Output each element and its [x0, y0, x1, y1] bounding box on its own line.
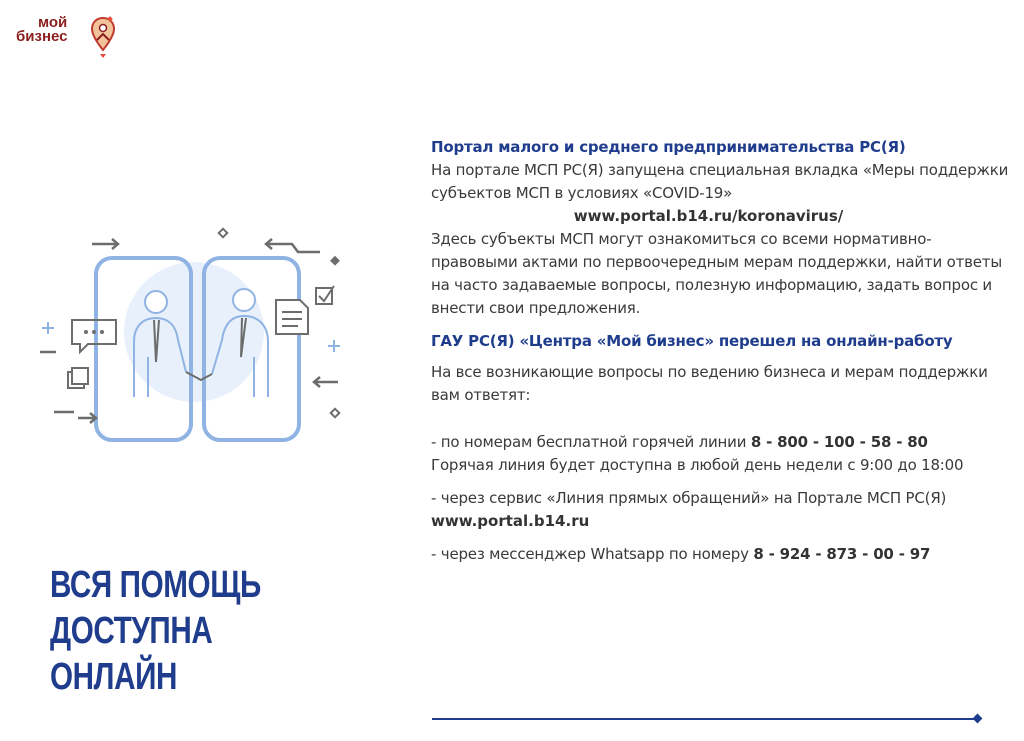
background-circle — [124, 262, 264, 402]
logo-text — [16, 16, 68, 44]
gau-intro: На все возникающие вопросы по ведению бизнеса и мерам поддержки вам ответят: — [431, 363, 988, 404]
gau-title: ГАУ РС(Я) «Центра «Мой бизнес» перешел на онлайн-работу — [431, 332, 953, 350]
hotline-phone[interactable]: 8 - 800 - 100 - 58 - 80 — [750, 433, 928, 451]
logo-line-1: мой — [38, 14, 68, 31]
arrow-left-icon — [314, 377, 338, 387]
location-pin-icon — [90, 16, 116, 60]
headline-line-2: ДОСТУПНА — [50, 610, 213, 652]
whatsapp-prefix: - через мессенджер Whatsapp по номеру — [431, 545, 754, 563]
checkbox-icon — [316, 286, 334, 304]
headline-line-3: ОНЛАЙН — [50, 656, 178, 698]
portal-link-item — [431, 510, 1016, 533]
footer-divider — [432, 718, 976, 720]
portal-text-2: Здесь субъекты МСП могут ознакомиться со всеми нормативно-правовыми актами по первоочередным мерам поддержки, найти ответы на часто задаваемые вопросы, полезную информацию, задать вопрос и внести свои предложения. — [431, 230, 1002, 317]
arrow-right-icon — [92, 239, 118, 249]
info-content — [431, 136, 1016, 566]
portal-link[interactable]: www.portal.b14.ru — [431, 512, 590, 530]
online-handshake-illustration — [36, 222, 356, 447]
portal-text-1: На портале МСП РС(Я) запущена специальная вкладка «Меры поддержки субъектов МСП в условиях «COVID-19» — [431, 161, 1009, 202]
page-headline — [50, 562, 261, 700]
logo-line-2: бизнес — [16, 28, 68, 45]
whatsapp-phone[interactable]: 8 - 924 - 873 - 00 - 97 — [753, 545, 931, 563]
portal-title: Портал малого и среднего предпринимательства РС(Я) — [431, 138, 906, 156]
copy-icon — [68, 368, 88, 388]
whatsapp-item — [431, 543, 1016, 566]
hotline-prefix: - по номерам бесплатной горячей линии — [431, 433, 751, 451]
headline-line-1: ВСЯ ПОМОЩЬ — [50, 564, 261, 606]
footer-diamond-icon — [973, 714, 983, 724]
moy-biznes-logo — [16, 16, 126, 64]
direct-line-item: - через сервис «Линия прямых обращений» на Портале МСП РС(Я) — [431, 489, 947, 507]
portal-covid-link[interactable]: www.portal.b14.ru/koronavirus/ — [573, 207, 844, 225]
arrow-left-icon — [266, 239, 320, 252]
document-icon — [272, 294, 308, 334]
hotline-hours: Горячая линия будет доступна в любой день недели с 9:00 до 18:00 — [431, 456, 964, 474]
hotline-item — [431, 431, 1016, 454]
arrow-right-icon — [54, 412, 96, 423]
